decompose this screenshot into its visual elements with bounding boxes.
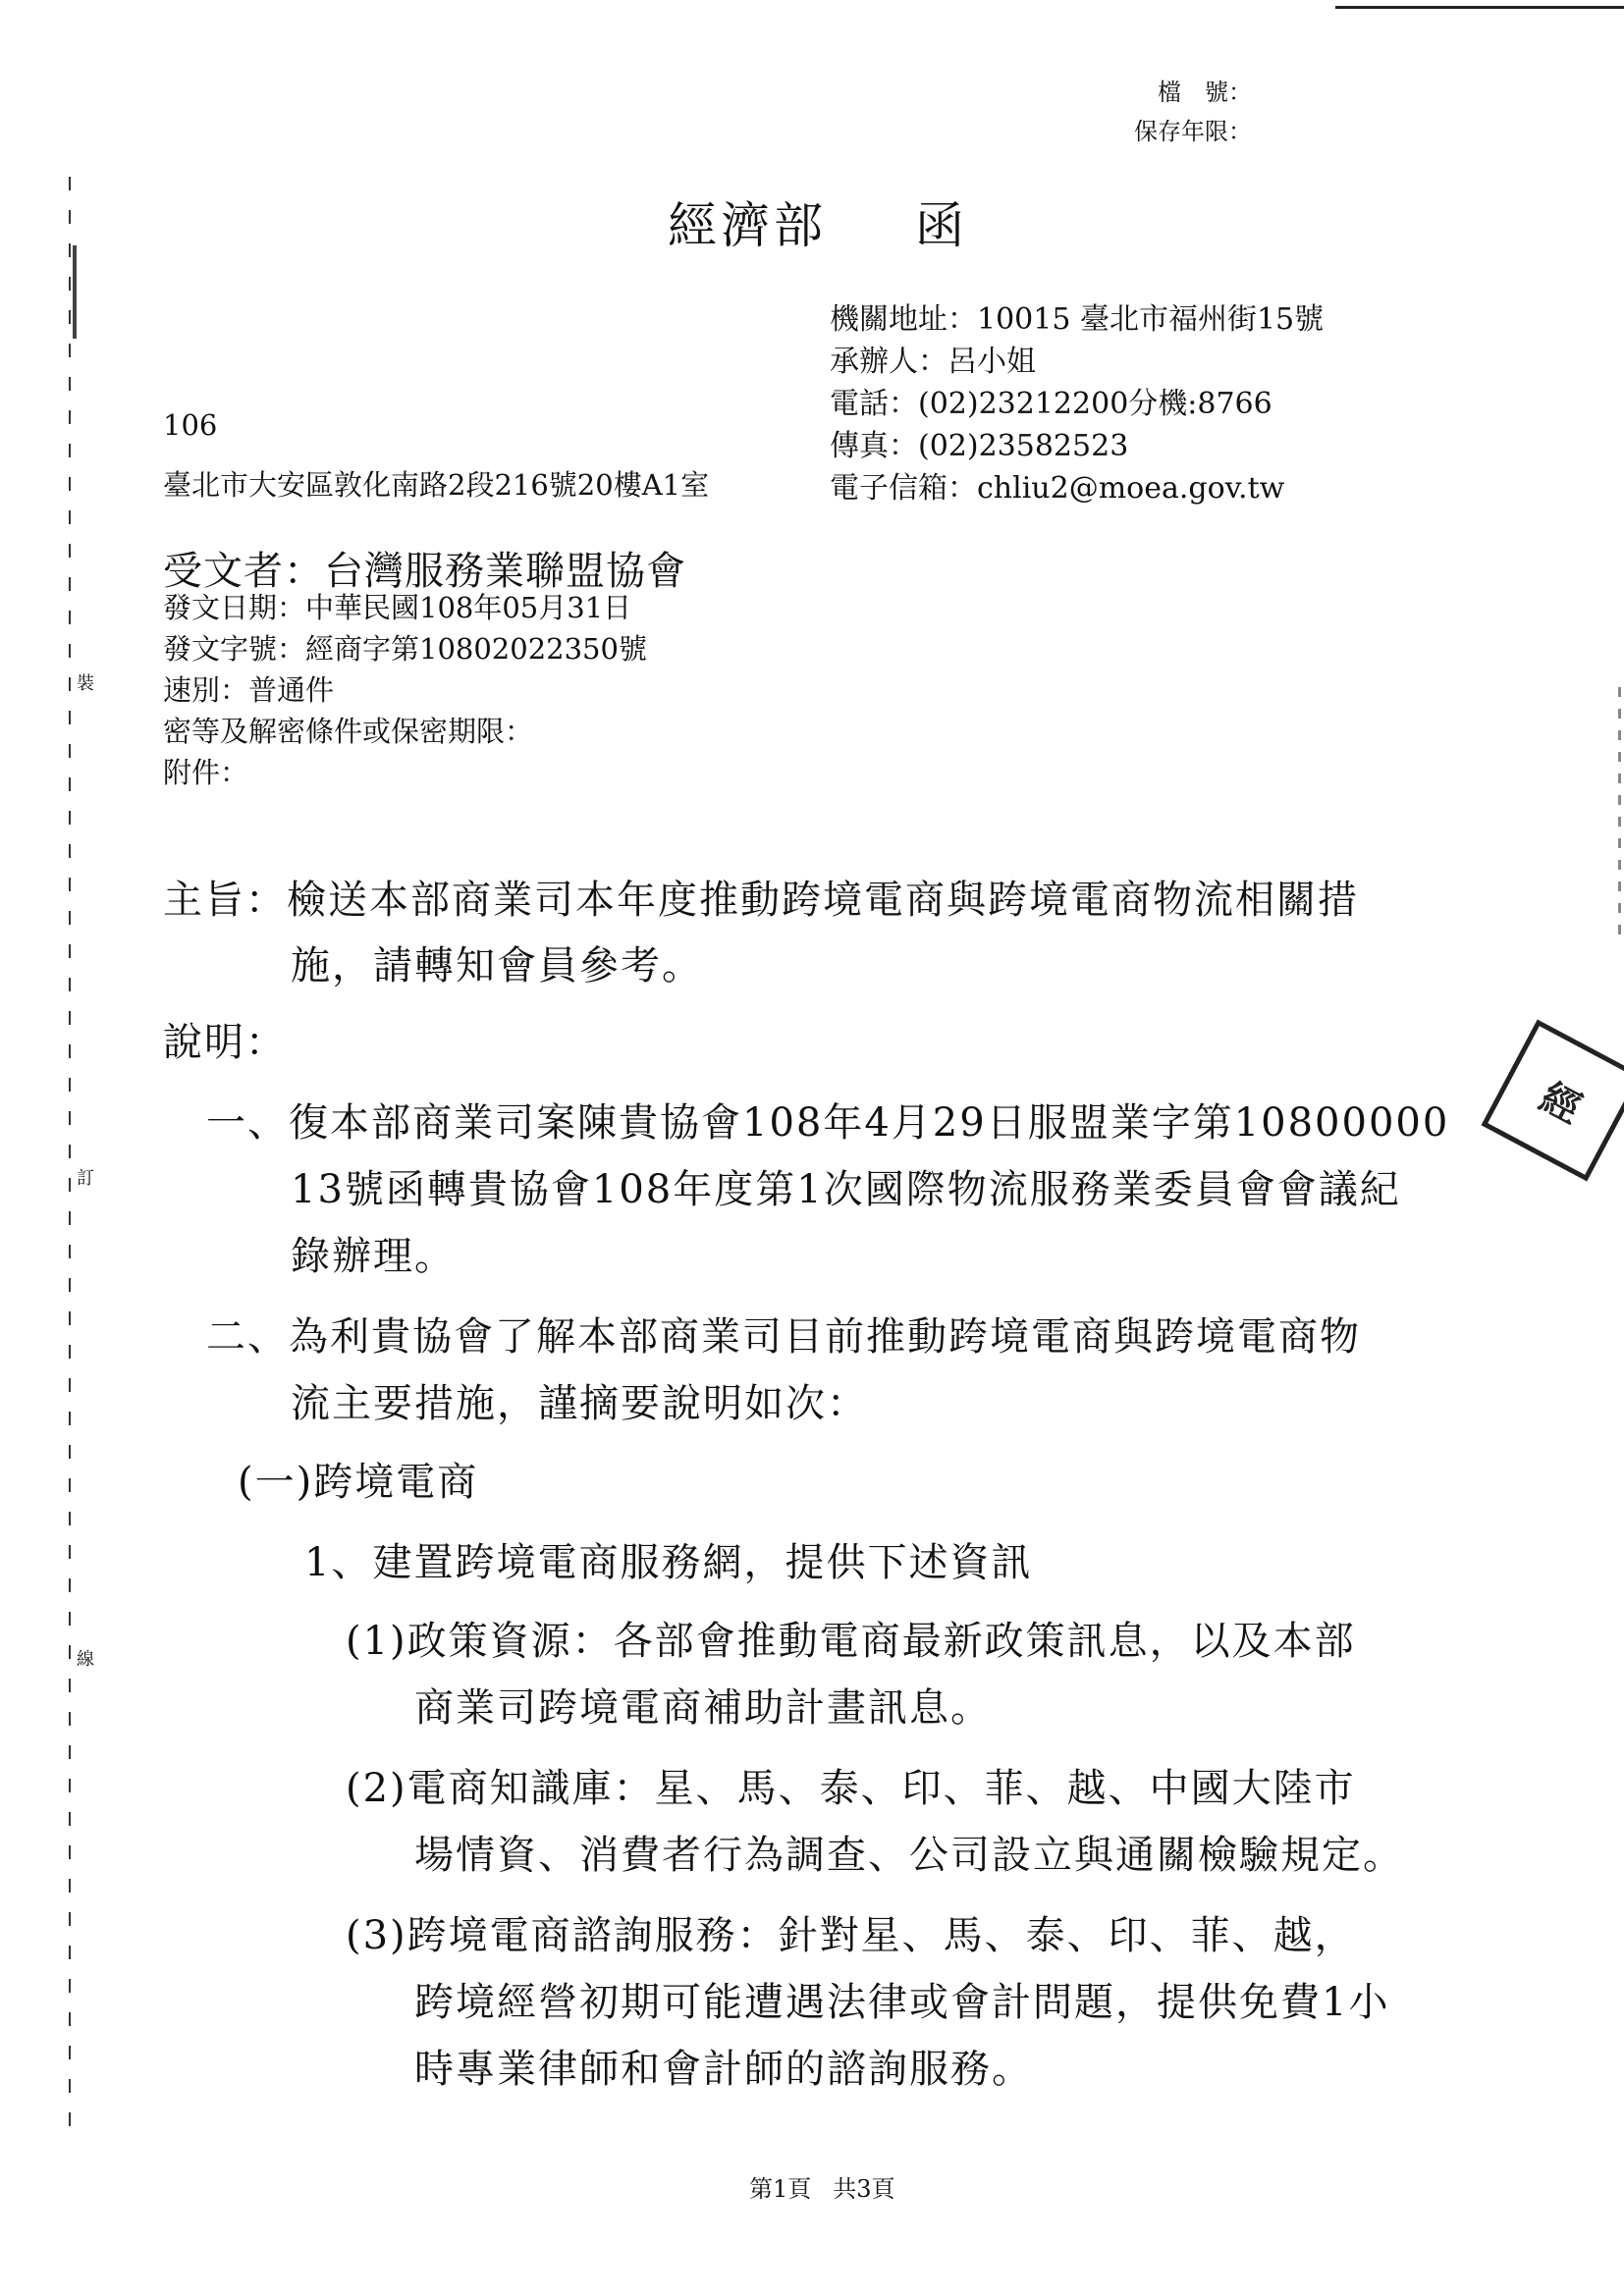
file-number-label: 檔 號： (1158, 79, 1252, 106)
meta-block (163, 587, 647, 793)
point2-line-1: (2)電商知識庫：星、馬、泰、印、菲、越、中國大陸市 (346, 1766, 1356, 1811)
attachment: 附件： (163, 756, 249, 789)
document-type: 函 (915, 197, 968, 254)
page-total: 共3頁 (833, 2175, 895, 2203)
binding-char-xian: 線 (77, 1649, 94, 1670)
officer: 承辦人：呂小姐 (830, 345, 1036, 379)
binding-char-ding: 訂 (77, 1168, 94, 1189)
scan-edge-dashes (1618, 687, 1621, 942)
item2-line-1: 二、為利貴協會了解本部商業司目前推動跨境電商與跨境電商物 (206, 1314, 1361, 1360)
page-number: 第1頁 (749, 2175, 812, 2203)
point3-line-1: (3)跨境電商諮詢服務：針對星、馬、泰、印、菲、越， (346, 1913, 1356, 1958)
binding-dashed-line (69, 177, 71, 2140)
issue-number: 發文字號：經商字第10802022350號 (163, 632, 647, 666)
subject-line-2: 施，請轉知會員參考。 (291, 943, 703, 988)
agency-name: 經濟部 (668, 197, 827, 254)
document-title (668, 187, 968, 257)
item1-line-1: 一、復本部商業司案陳貴協會108年4月29日服盟業字第10800000 (206, 1100, 1450, 1146)
item1-line-2: 13號函轉貴協會108年度第1次國際物流服務業委員會會議紀 (291, 1167, 1401, 1212)
sub1-heading: 1、建置跨境電商服務網，提供下述資訊 (304, 1540, 1033, 1585)
secrecy: 密等及解密條件或保密期限： (163, 715, 534, 748)
point2-line-2: 場情資、消費者行為調查、公司設立與通關檢驗規定。 (414, 1833, 1404, 1878)
scan-edge-line (1335, 6, 1624, 9)
page-footer (749, 2169, 895, 2204)
point1-line-1: (1)政策資源：各部會推動電商最新政策訊息，以及本部 (346, 1619, 1356, 1664)
explanation-heading: 說明： (163, 1020, 287, 1065)
recipient-address: 臺北市大安區敦化南路2段216號20樓A1室 (163, 468, 710, 502)
point3-line-3: 時專業律師和會計師的諮詢服務。 (414, 2047, 1033, 2092)
phone: 電話：(02)23212200分機:8766 (830, 387, 1272, 421)
point1-line-2: 商業司跨境電商補助計畫訊息。 (414, 1685, 992, 1731)
agency-address: 機關地址：10015 臺北市福州街15號 (830, 302, 1325, 337)
binding-bar (73, 245, 77, 339)
stamp-text: 經 (1532, 1073, 1590, 1133)
official-stamp (1482, 1020, 1624, 1182)
retention-label: 保存年限： (1134, 118, 1252, 145)
fax: 傳真：(02)23582523 (830, 429, 1129, 463)
receiver: 受文者：台灣服務業聯盟協會 (163, 549, 686, 594)
section1-heading: (一)跨境電商 (238, 1460, 479, 1505)
binding-char-zhuang: 裝 (77, 673, 94, 694)
speed: 速別：普通件 (163, 673, 335, 707)
agency-contact (830, 298, 1324, 509)
item1-line-3: 錄辦理。 (291, 1234, 456, 1279)
file-info (1114, 73, 1252, 151)
item2-line-2: 流主要措施，謹摘要說明如次： (291, 1381, 868, 1426)
recipient-zip: 106 (163, 408, 218, 442)
issue-date: 發文日期：中華民國108年05月31日 (163, 591, 632, 624)
email: 電子信箱：chliu2@moea.gov.tw (830, 471, 1285, 506)
point3-line-2: 跨境經營初期可能遭遇法律或會計問題，提供免費1小 (414, 1980, 1390, 2025)
subject-line-1: 主旨：檢送本部商業司本年度推動跨境電商與跨境電商物流相關措 (163, 878, 1359, 923)
